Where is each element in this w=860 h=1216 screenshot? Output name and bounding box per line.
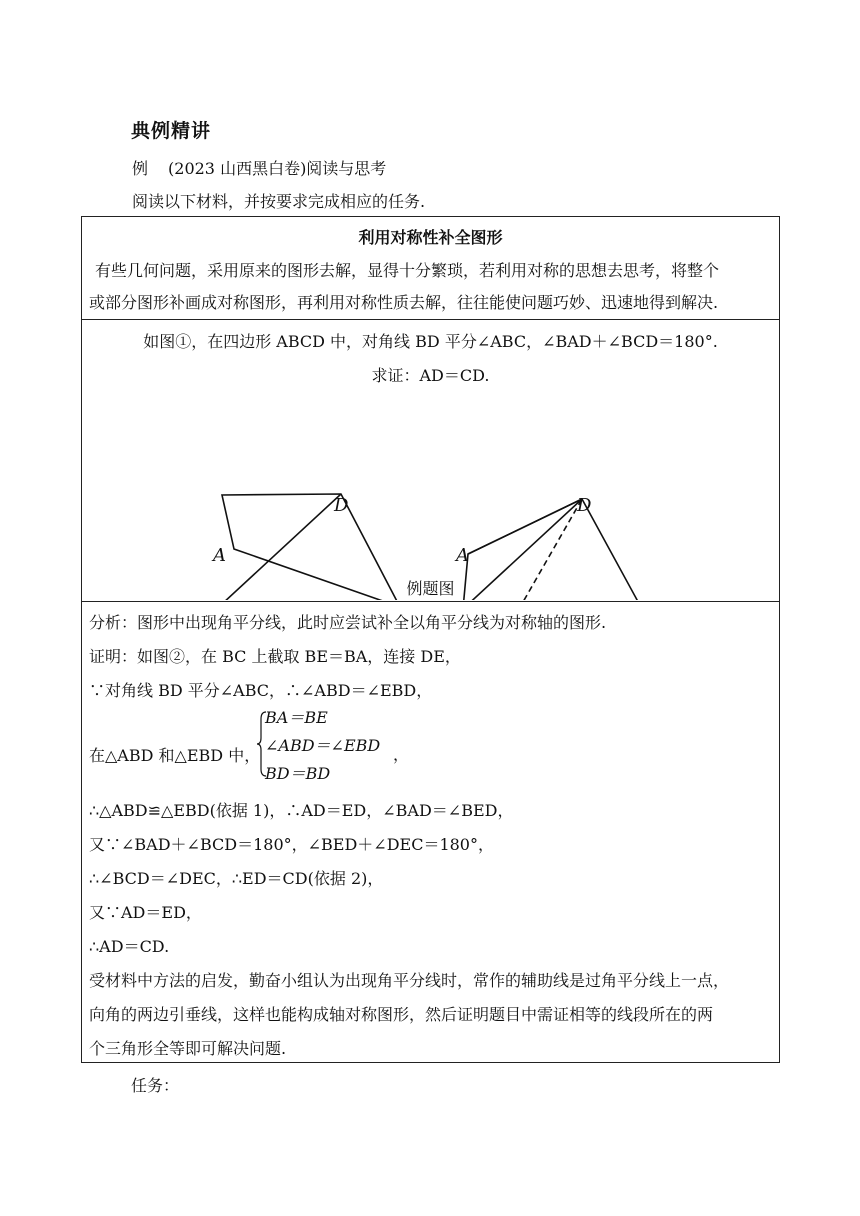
side-ad-2 [468,499,582,554]
intro-text: 阅读以下材料，并按要求完成相应的任务. [132,192,426,211]
figure-caption: 例题图 [406,579,455,598]
brace-row-3: BD＝BD [265,764,331,783]
conclusion-line-1: 受材料中方法的启发，勤奋小组认为出现角平分线时，常作的辅助线是过角平分线上一点， [89,971,730,990]
example-label: 例 [132,159,149,178]
fig2-label-a: A [456,545,469,566]
fig1-label-a: A [213,545,226,566]
analysis-line: 分析：图形中出现角平分线，此时应尝试补全以角平分线为对称轴的图形. [89,613,607,632]
geometry-figures [82,320,779,600]
proof-line-7: ∴AD＝CD. [89,937,170,956]
material-box [81,216,780,1063]
proof-line-6: 又∵AD＝ED， [89,903,202,922]
solution-section [82,602,779,1062]
problem-section [82,320,779,602]
fig2-label-d: D [577,495,592,516]
proof-line-1: 证明：如图②，在 BC 上截取 BE＝BA，连接 DE， [89,647,461,666]
example-source: (2023 山西黑白卷)阅读与思考 [168,159,387,178]
box-title: 利用对称性补全图形 [358,228,503,247]
given-statement: 如图①，在四边形 ABCD 中，对角线 BD 平分∠ABC，∠BAD＋∠BCD＝180°. [143,332,718,351]
section-heading: 典例精讲 [131,120,212,142]
method-section [82,217,779,320]
proof-line-4: 又∵∠BAD＋∠BCD＝180°，∠BED＋∠DEC＝180°， [89,835,494,854]
conclusion-line-3: 个三角形全等即可解决问题. [89,1039,287,1058]
proof-line-5: ∴∠BCD＝∠DEC，∴ED＝CD(依据 2)， [89,869,384,888]
proof-line-2: ∵对角线 BD 平分∠ABC，∴∠ABD＝∠EBD， [89,681,433,700]
task-label: 任务： [131,1076,180,1095]
method-text-line-1: 有些几何问题，采用原来的图形去解，显得十分繁琐，若利用对称的思想去思考，将整个 [95,261,720,280]
brace-row-2: ∠ABD＝∠EBD [265,736,381,755]
brace-row-1: BA＝BE [265,708,328,727]
method-text-line-2: 或部分图形补画成对称图形，再利用对称性质去解，往往能使问题巧妙、迅速地得到解决. [89,293,719,312]
fig1-label-d: D [334,495,349,516]
brace-lead-text: 在△ABD 和△EBD 中， [89,746,261,765]
conclusion-line-2: 向角的两边引垂线，这样也能构成轴对称图形，然后证明题目中需证相等的线段所在的两 [89,1005,714,1024]
brace-comma: ， [393,745,410,764]
example-line [132,156,386,179]
prove-statement: 求证：AD＝CD. [371,366,490,385]
proof-line-3: ∴△ABD≌△EBD(依据 1)，∴AD＝ED，∠BAD＝∠BED， [89,801,514,820]
